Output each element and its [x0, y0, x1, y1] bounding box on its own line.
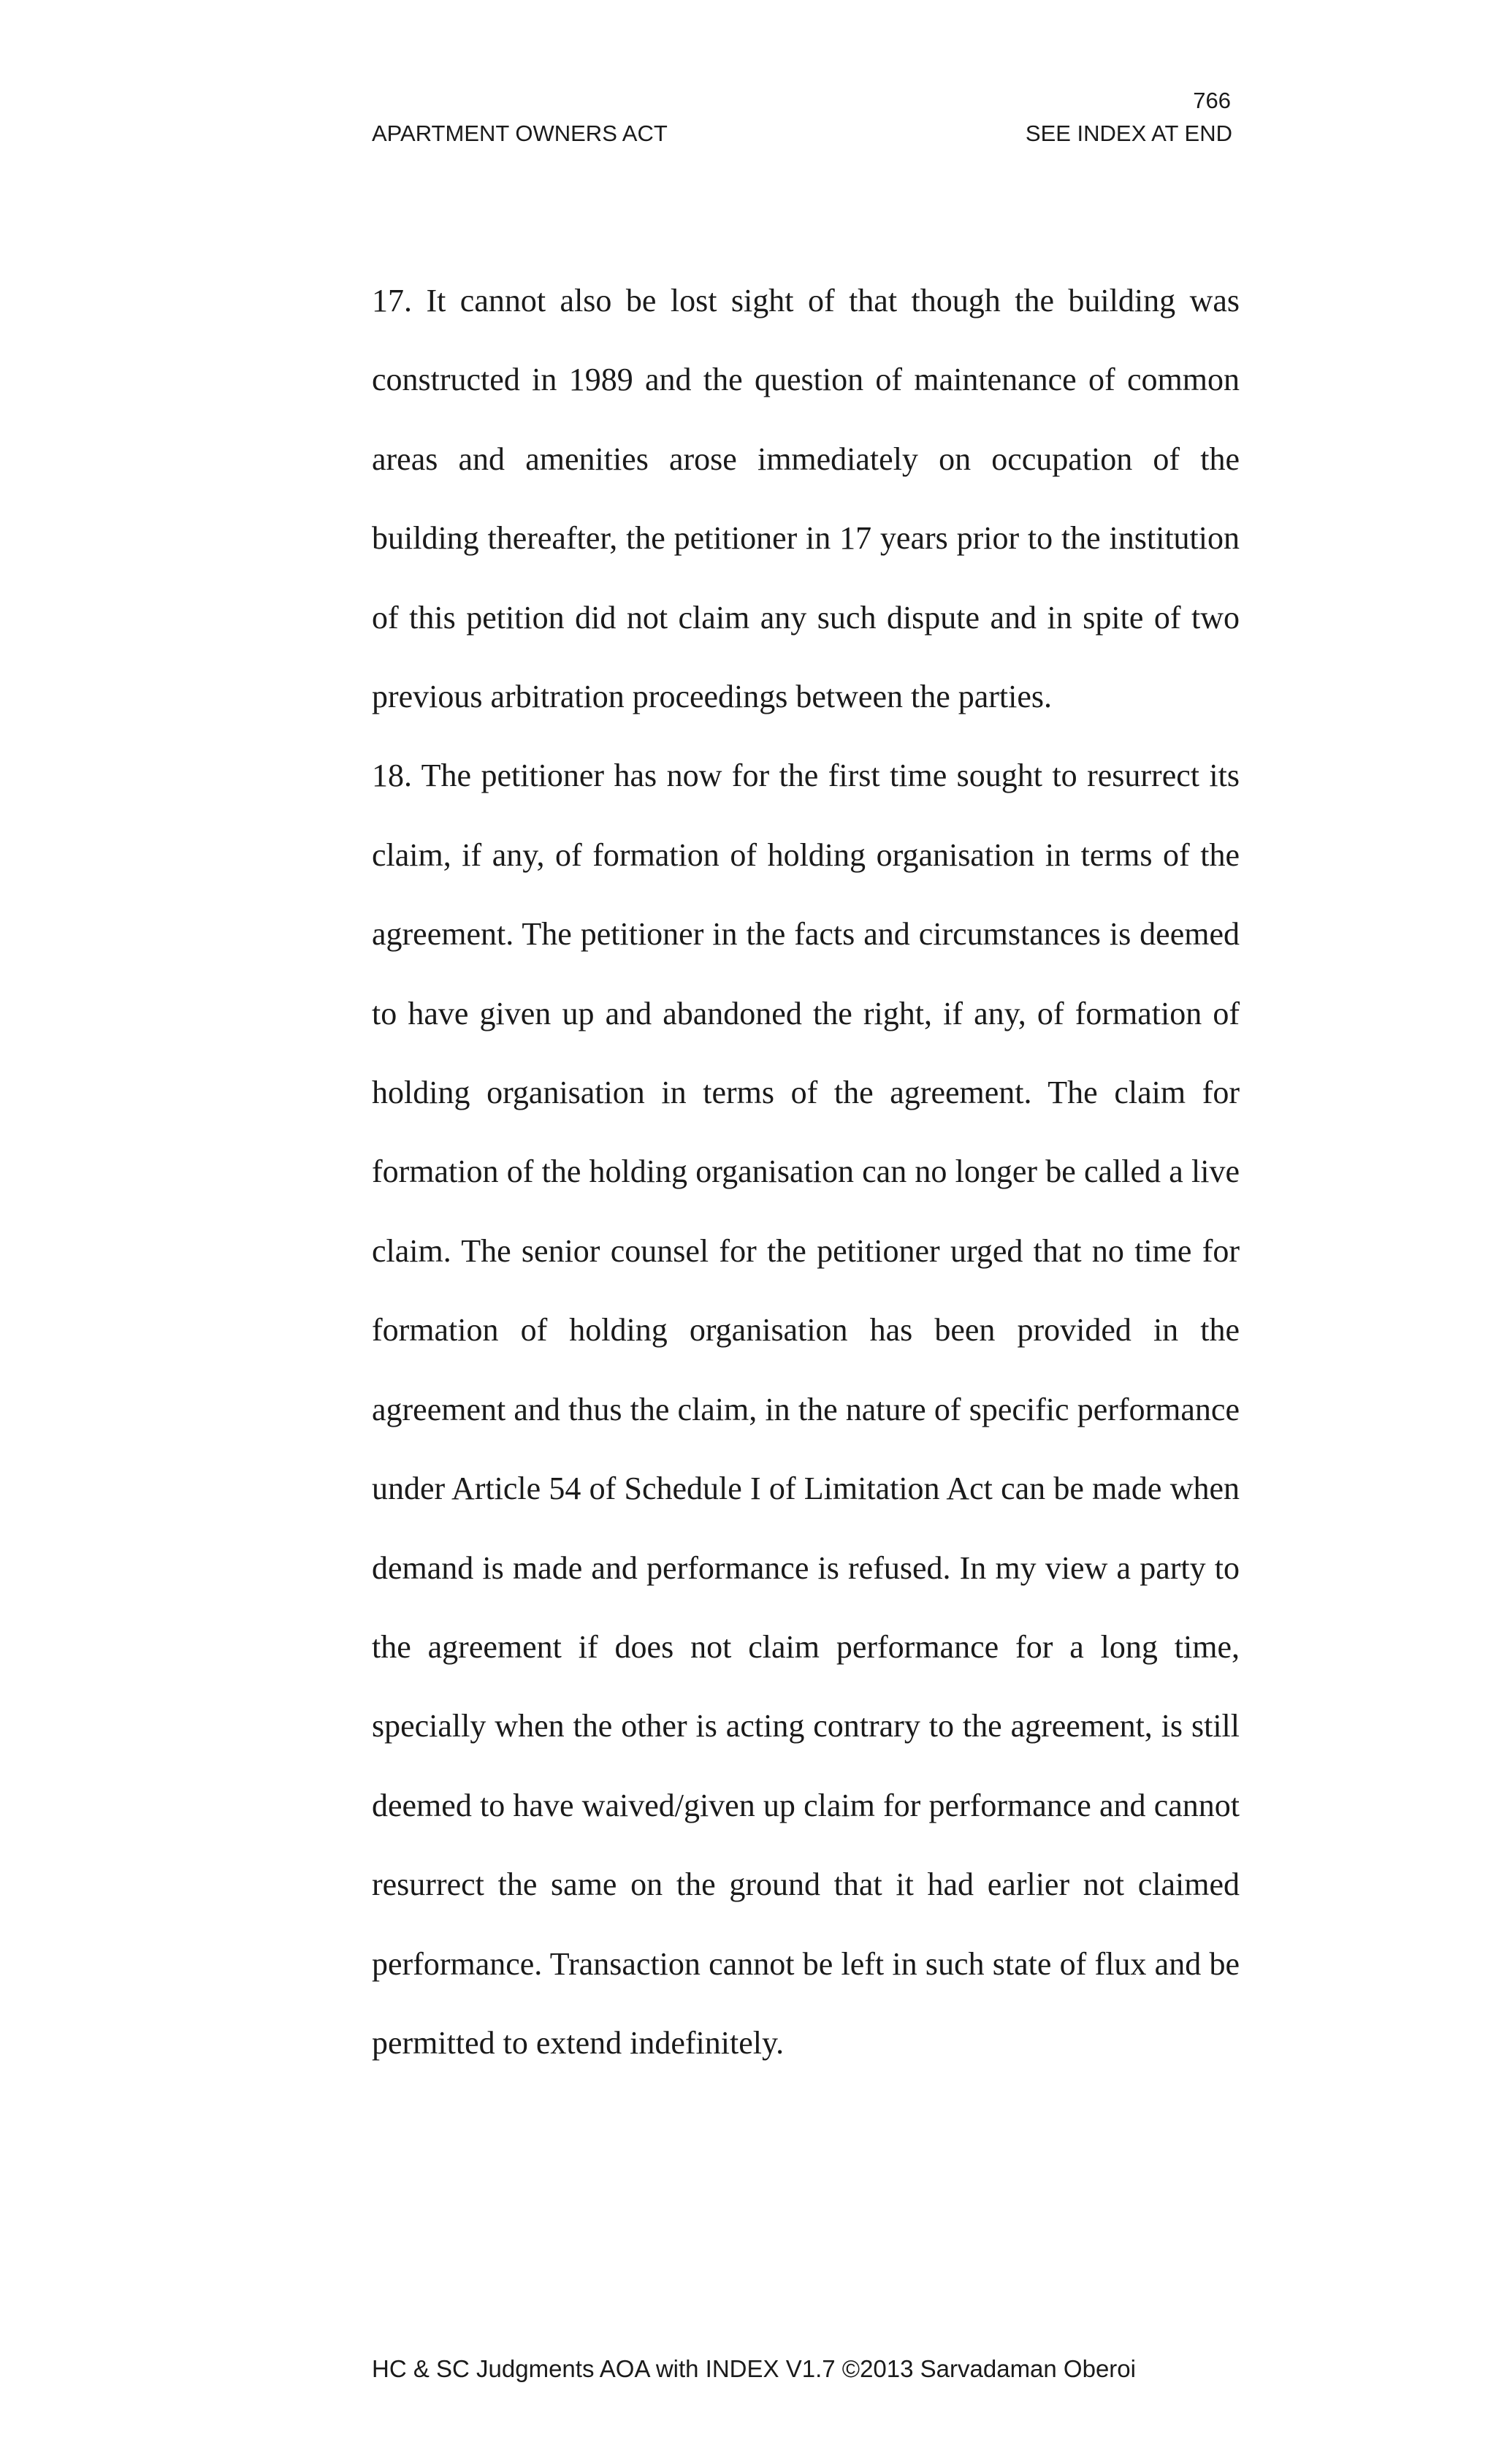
judgment-body: [372, 262, 1240, 2083]
page-footer: HC & SC Judgments AOA with INDEX V1.7 ©2013 Sarvadaman Oberoi: [372, 2355, 1136, 2382]
running-head-index-note: SEE INDEX AT END: [1025, 121, 1232, 146]
running-head-title: APARTMENT OWNERS ACT: [372, 121, 668, 146]
paragraph-18: 18. The petitioner has now for the first time sought to resurrect its claim, if any, of formation of holding organisation in terms of the agreement. The petitioner in the facts and circumstances is deemed to have given up and abandoned the right, if any, of formation of holding organisation in terms of the agreement. The claim for formation of the holding organisation can no longer be called a live claim. The senior counsel for the petitioner urged that no time for formation of holding organisation has been provided in the agreement and thus the claim, in the nature of specific performance under Article 54 of Schedule I of Limitation Act can be made when demand is made and performance is refused. In my view a party to the agreement if does not claim performance for a long time, specially when the other is acting contrary to the agreement, is still deemed to have waived/given up claim for performance and cannot resurrect the same on the ground that it had earlier not claimed performance. Transaction cannot be left in such state of flux and be permitted to extend indefinitely.: [372, 758, 1240, 2061]
paragraph-17: 17. It cannot also be lost sight of that though the building was constructed in 1989 and the question of maintenance of common areas and amenities arose immediately on occupation of the building thereafter, the petitioner in 17 years prior to the institution of this petition did not claim any such dispute and in spite of two previous arbitration proceedings between the parties.: [372, 283, 1240, 715]
page-number: 766: [1193, 88, 1231, 113]
